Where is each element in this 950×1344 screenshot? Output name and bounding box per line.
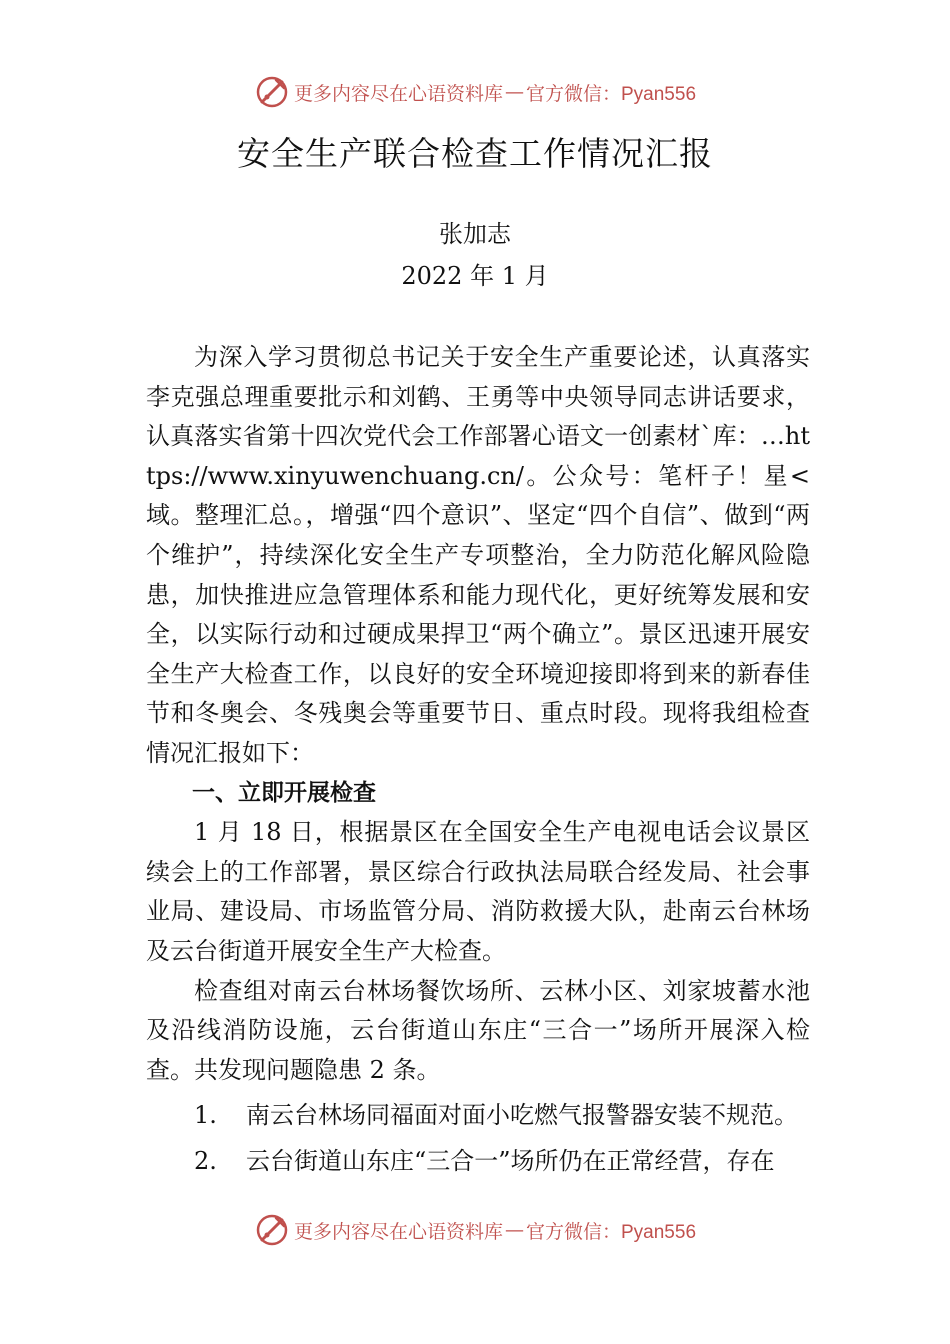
list-item-text: 云台街道山东庄“三合一”场所仍在正常经营，存在	[246, 1146, 775, 1175]
body-paragraph: 为深入学习贯彻总书记关于安全生产重要论述，认真落实李克强总理重要批示和刘鹤、王勇等中央领导同志讲话要求，认真落实省第十四次党代会工作部署心语文一创素材`库：…https://www.xinyuwenchuang.cn/。公众号：笔杆子！星<域。整理汇总。，增强“四个意识”、坚定“四个自信”、做到“两个维护”，持续深化安全生产专项整治，全力防范化解风险隐患，加快推进应急管理体系和能力现代化，更好统筹发展和安全，以实际行动和过硬成果捍卫“两个确立”。景区迅速开展安全生产大检查工作，以良好的安全环境迎接即将到来的新春佳节和冬奥会、冬残奥会等重要节日、重点时段。现将我组检查情况汇报如下：	[146, 343, 810, 767]
section-heading: 一、立即开展检查	[192, 779, 376, 806]
watermark-logo-icon	[254, 74, 290, 110]
watermark-text: 更多内容尽在心语资料库	[293, 82, 503, 105]
watermark-footer	[0, 1210, 950, 1250]
list-item-number: 2.	[194, 1146, 217, 1175]
document-author: 张加志	[439, 220, 511, 248]
list-item-number: 1.	[194, 1101, 217, 1130]
watermark-wechat: 官方微信：Pyan556	[526, 1221, 697, 1243]
watermark-separator: —	[505, 1219, 524, 1241]
watermark-logo-icon	[254, 1212, 290, 1248]
list-item	[146, 1142, 810, 1182]
list-item	[146, 1096, 810, 1136]
body-paragraph: 1 月 18 日，根据景区在全国安全生产电视电话会议景区续会上的工作部署，景区综合行政执法局联合经发局、社会事业局、建设局、市场监管分局、消防救援大队，赴南云台林场及云台街道开展安全生产大检查。	[146, 818, 810, 965]
body-paragraph: 检查组对南云台林场餐饮场所、云林小区、刘家坡蓄水池及沿线消防设施，云台街道山东庄“三合一”场所开展深入检查。共发现问题隐患 2 条。	[146, 976, 810, 1084]
watermark-text: 更多内容尽在心语资料库	[293, 1220, 503, 1243]
watermark-wechat: 官方微信：Pyan556	[526, 83, 697, 105]
document-date: 2022 年 1 月	[401, 262, 549, 290]
document-title: 安全生产联合检查工作情况汇报	[237, 134, 713, 173]
watermark-header	[0, 72, 950, 112]
list-item-text: 南云台林场同福面对面小吃燃气报警器安装不规范。	[246, 1101, 798, 1130]
watermark-separator: —	[505, 81, 524, 103]
document-body	[146, 338, 810, 1181]
